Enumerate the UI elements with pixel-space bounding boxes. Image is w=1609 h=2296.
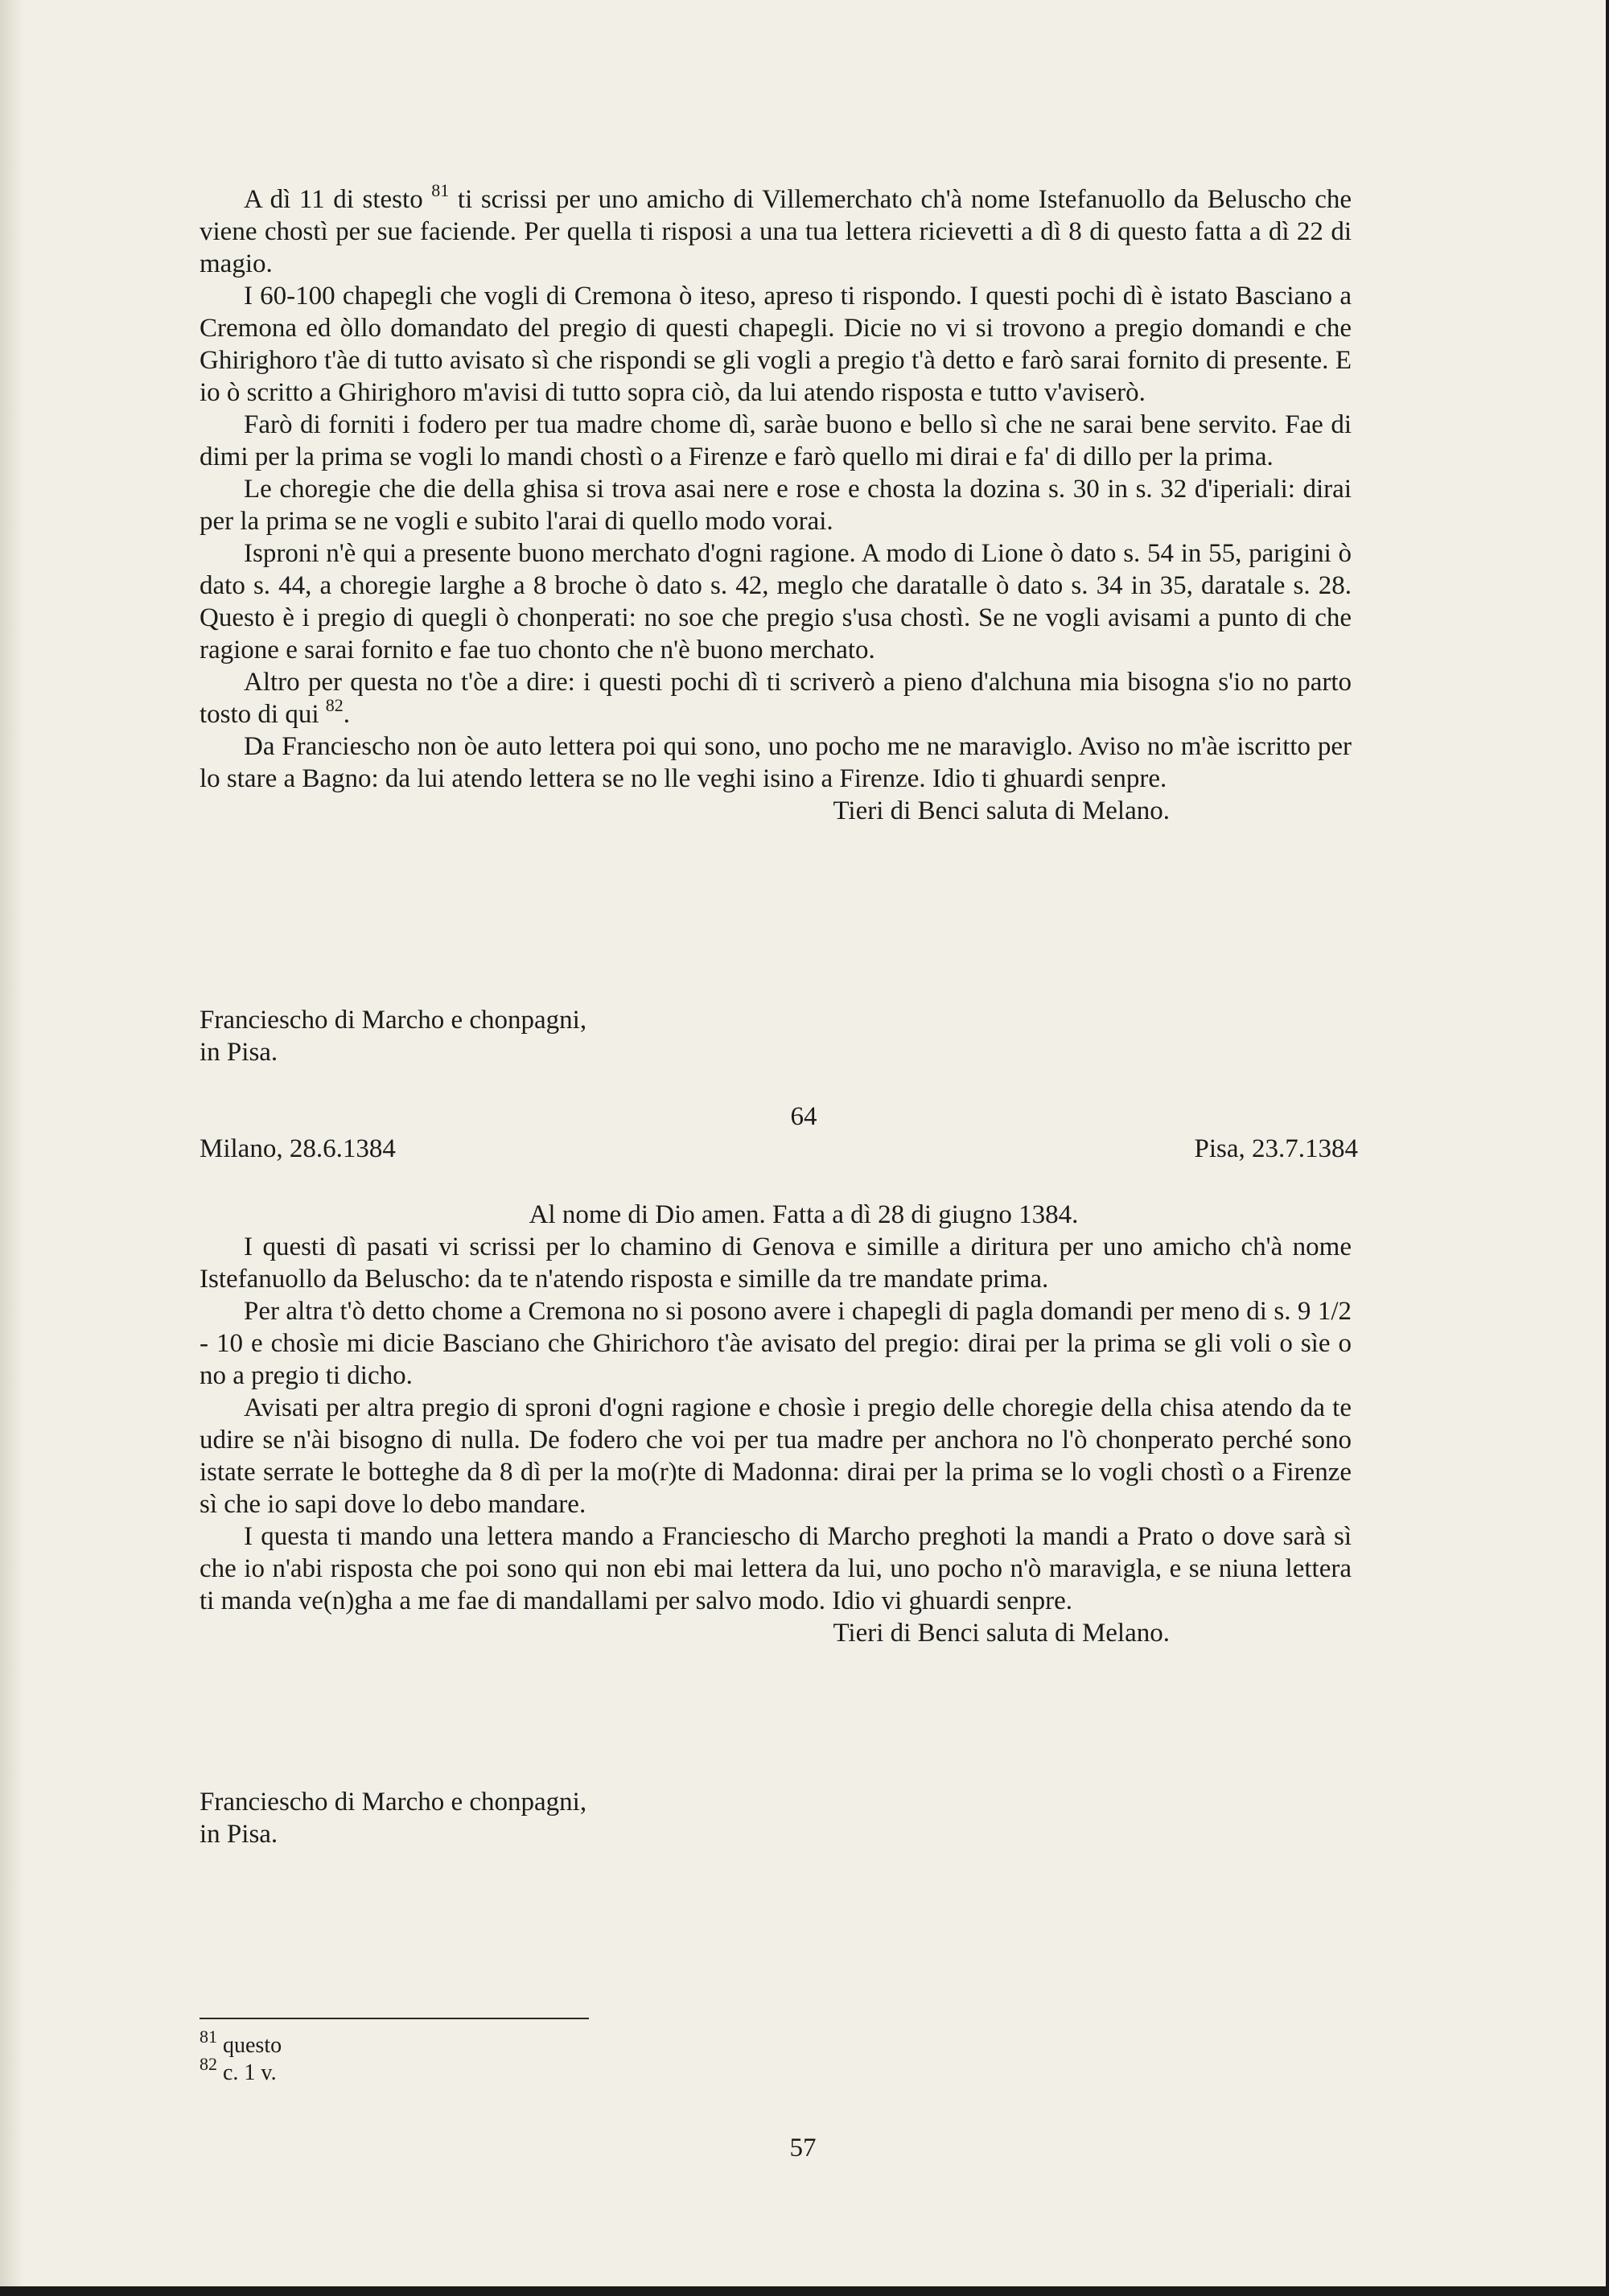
letter-64-header bbox=[200, 1101, 1358, 1165]
footnote-number: 82 bbox=[200, 2053, 217, 2074]
paragraph: Da Franciescho non òe auto lettera poi qui sono, uno pocho me ne maraviglo. Aviso no m'àe iscritto per lo stare a Bagno: da lui atendo lettera se no lle veghi isino a Firenze. Idio ti ghuardi senpre. bbox=[200, 732, 1352, 793]
letter-dates bbox=[200, 1133, 1358, 1165]
signature: Tieri di Benci saluta di Melano. bbox=[833, 796, 1170, 825]
address-line: Franciescho di Marcho e chonpagni, bbox=[200, 1006, 587, 1035]
letter-64-address bbox=[200, 1786, 1352, 1850]
letter-destination: Pisa, 23.7.1384 bbox=[1194, 1134, 1358, 1163]
paragraph: Farò di forniti i fodero per tua madre chome dì, saràe buono e bello sì che ne sarai bene servito. Fae di dimi per la prima se vogli lo mandi chostì o a Firenze e farò quello mi dirai e fa' di dillo per la prima. bbox=[200, 410, 1352, 471]
paragraph: Le choregie che die della ghisa si trova asai nere e rose e chosta la dozina s. 30 in s. 32 d'iperiali: dirai per la prima se ne vogli e subito l'arai di quello modo vorai. bbox=[200, 475, 1352, 536]
signature-line bbox=[200, 1617, 1352, 1649]
signature-line bbox=[200, 795, 1352, 827]
footnote bbox=[200, 2053, 277, 2087]
paragraph: Isproni n'è qui a presente buono merchato d'ogni ragione. A modo di Lione ò dato s. 54 in 55, parigini ò dato s. 44, a choregie larghe a 8 broche ò dato s. 42, meglo che daratalle ò dato s. 34 in 35, daratale s. 28. Questo è i pregio di quegli ò chonperati: no soe che pregio s'usa chostì. Se ne vogli avisami a punto di che ragione e sarai fornito e fae tuo chonto che n'è buono merchato. bbox=[200, 539, 1352, 665]
paragraph: Altro per questa no t'òe a dire: i questi pochi dì ti scriverò a pieno d'alchuna mia bisogna s'io no parto tosto di qui $^{82}$. bbox=[200, 668, 1352, 729]
address-line: in Pisa. bbox=[200, 1820, 278, 1849]
paragraph: I questi dì pasati vi scrissi per lo chamino di Genova e simille a diritura per uno amicho ch'à nome Istefanuollo da Beluscho: da te n'atendo risposta e simille da tre mandate prima. bbox=[200, 1232, 1352, 1294]
address-line: Franciescho di Marcho e chonpagni, bbox=[200, 1788, 587, 1817]
paragraph: Per altra t'ò detto chome a Cremona no si posono avere i chapegli di pagla domandi per meno di s. 9 1/2 - 10 e chosìe mi dicie Basciano che Ghirichoro t'àe avisato del pregio: dirai per la prima se gli voli o sìe o no a pregio ti dicho. bbox=[200, 1297, 1352, 1390]
page-number: 57 bbox=[789, 2133, 817, 2162]
letter-64-body bbox=[200, 1199, 1352, 1649]
letter-63-address bbox=[200, 1004, 1352, 1068]
binding-gutter bbox=[0, 0, 24, 2286]
paragraph: I 60-100 chapegli che vogli di Cremona ò iteso, apreso ti rispondo. I questi pochi dì è istato Basciano a Cremona ed òllo domandato del pregio di questi chapegli. Dicie no vi si trovono a pregio domandi e che Ghirighoro t'àe di tutto avisato sì che rispondi se gli vogli a pregio t'à detto e farò sarai fornito di presente. E io ò scritto a Ghirighoro m'avisi di tutto sopra ciò, da lui atendo risposta e tutto v'aviserò. bbox=[200, 282, 1352, 407]
letter-63-body bbox=[200, 180, 1352, 827]
letter-opening: Al nome di Dio amen. Fatta a dì 28 di giugno 1384. bbox=[529, 1200, 1079, 1229]
letter-origin: Milano, 28.6.1384 bbox=[200, 1134, 396, 1163]
paragraph: Avisati per altra pregio di sproni d'ogni ragione e chosìe i pregio delle choregie della chisa atendo da te udire se n'ài bisogno di nulla. De fodero che voi per tua madre per anchora no l'ò chonperato perché sono istate serrate le botteghe da 8 dì per la mo(r)te di Madonna: dirai per la prima se lo vogli chostì o a Firenze sì che io sapi dove lo debo mandare. bbox=[200, 1393, 1352, 1519]
footnote-number: 81 bbox=[200, 2026, 217, 2047]
footnote-text: questo bbox=[223, 2033, 282, 2058]
address-line: in Pisa. bbox=[200, 1038, 278, 1067]
paragraph: A dì 11 di stesto $^{81}$ ti scrissi per uno amicho di Villemerchato ch'à nome Istefanuollo da Beluscho che viene chostì per sue faciende. Per quella ti risposi a una tua lettera ricievetti a dì 8 di questo fatta a dì 22 di magio. bbox=[200, 180, 1352, 278]
footnote-ref[interactable]: 81 bbox=[431, 180, 450, 200]
signature: Tieri di Benci saluta di Melano. bbox=[833, 1619, 1170, 1648]
footnote-text: c. 1 v. bbox=[223, 2060, 277, 2085]
letter-number: 64 bbox=[790, 1102, 817, 1131]
footnote-rule bbox=[200, 2018, 589, 2019]
paragraph: I questa ti mando una lettera mando a Franciescho di Marcho preghoti la mandi a Prato o dove sarà sì che io n'abi risposta che poi sono qui non ebi mai lettera da lui, uno pocho n'ò maravigla, e se niuna lettera ti manda ve(n)gha a me fae di mandallami per salvo modo. Idio vi ghuardi senpre. bbox=[200, 1522, 1352, 1615]
footnote-ref[interactable]: 82 bbox=[325, 695, 344, 715]
